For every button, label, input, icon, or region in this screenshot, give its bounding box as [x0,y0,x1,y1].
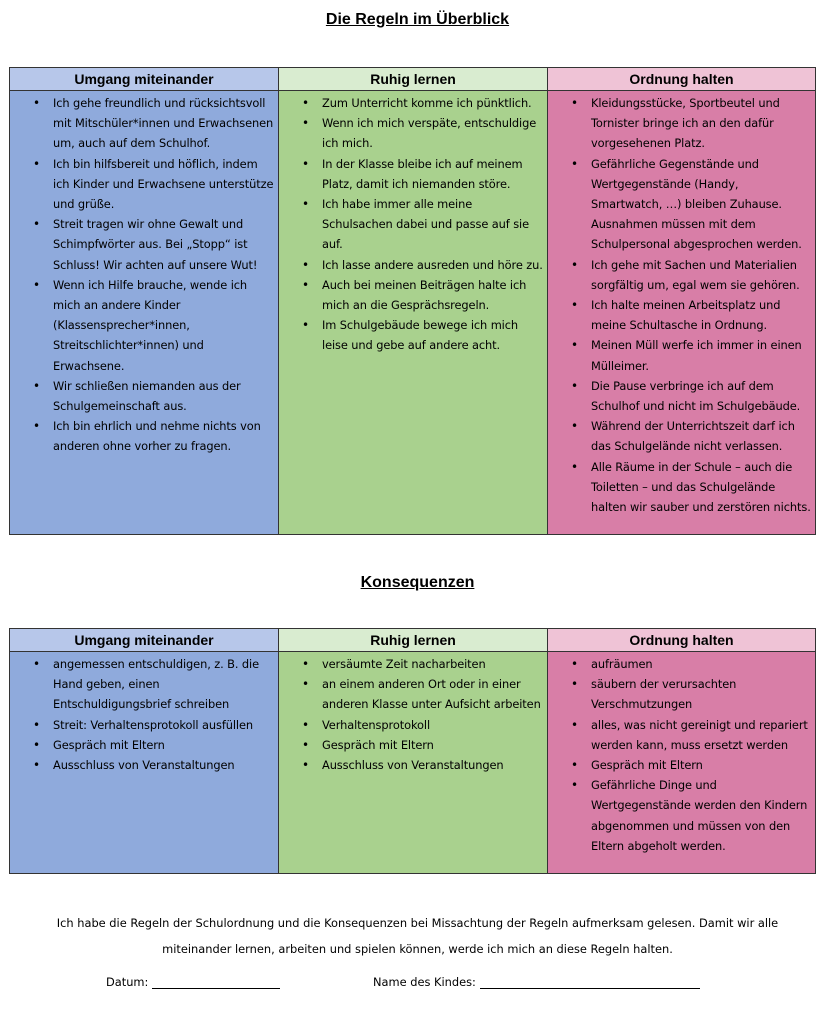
list-item: • an einem anderen Ort oder in einer anderen Klasse unter Aufsicht arbeiten [322,674,543,714]
column-header-umgang: Umgang miteinander [10,629,279,652]
list-item: • versäumte Zeit nacharbeiten [322,654,543,674]
column-header-ordnung: Ordnung halten [548,68,816,91]
child-name-label: Name des Kindes: [373,975,476,989]
consequences-cell-umgang [10,652,279,874]
consequences-cell-ordnung [548,652,816,874]
list-item: • Wenn ich mich verspäte, entschuldige ich mich. [322,113,543,153]
consequence-list [10,654,274,775]
list-item: • Gespräch mit Eltern [53,735,274,755]
list-item: • Alle Räume in der Schule – auch die Toiletten – und das Schulgelände halten wir sauber und zerstören nichts. [591,457,811,518]
list-item: • Gespräch mit Eltern [591,755,811,775]
rule-list [548,93,811,517]
list-item: • Wir schließen niemanden aus der Schulgemeinschaft aus. [53,376,274,416]
list-item: • angemessen entschuldigen, z. B. die Hand geben, einen Entschuldigungsbrief schreiben [53,654,274,715]
list-item: • Ich halte meinen Arbeitsplatz und meine Schultasche in Ordnung. [591,295,811,335]
column-header-umgang: Umgang miteinander [10,68,279,91]
child-name-signature-line[interactable] [480,988,700,989]
date-label: Datum: [106,975,149,989]
list-item: • Zum Unterricht komme ich pünktlich. [322,93,543,113]
list-item: • Ausschluss von Veranstaltungen [53,755,274,775]
date-field[interactable] [106,975,280,989]
table-row [10,652,816,874]
list-item: • Ich gehe mit Sachen und Materialien sorgfältig um, egal wem sie gehören. [591,255,811,295]
date-signature-line[interactable] [152,988,280,989]
list-item: • Wenn ich Hilfe brauche, wende ich mich an andere Kinder (Klassensprecher*innen, Streitschlichter*innen) und Erwachsene. [53,275,274,376]
rules-table [9,67,816,535]
list-item: • Ich lasse andere ausreden und höre zu. [322,255,543,275]
agreement-text-line-2: miteinander lernen, arbeiten und spielen können, werde ich mich an diese Regeln halten. [162,942,673,956]
page-title: Die Regeln im Überblick [325,11,510,28]
agreement-text-line-1: Ich habe die Regeln der Schulordnung und die Konsequenzen bei Missachtung der Regeln aufmerksam gelesen. Damit wir alle [56,916,779,930]
section-title-consequences: Konsequenzen [360,574,475,591]
list-item: • Gespräch mit Eltern [322,735,543,755]
list-item: • Gefährliche Gegenstände und Wertgegenstände (Handy, Smartwatch, …) bleiben Zuhause. Ausnahmen müssen mit dem Schulpersonal abgesprochen werden. [591,154,811,255]
table-row [10,91,816,535]
list-item: • Gefährliche Dinge und Wertgegenstände werden den Kindern abgenommen und müssen von den Eltern abgeholt werden. [591,775,811,856]
column-header-ruhig: Ruhig lernen [279,68,548,91]
child-name-field[interactable] [373,975,700,989]
list-item: • Kleidungsstücke, Sportbeutel und Tornister bringe ich an den dafür vorgesehenen Platz. [591,93,811,154]
consequences-table [9,628,816,874]
rule-list [279,93,543,356]
column-header-ruhig: Ruhig lernen [279,629,548,652]
table-header-row [10,68,816,91]
list-item: • Ich bin hilfsbereit und höflich, indem ich Kinder und Erwachsene unterstütze und grüße. [53,154,274,215]
list-item: • aufräumen [591,654,811,674]
list-item: • Auch bei meinen Beiträgen halte ich mich an die Gesprächsregeln. [322,275,543,315]
consequence-list [279,654,543,775]
consequences-cell-ruhig [279,652,548,874]
table-header-row [10,629,816,652]
rules-cell-umgang [10,91,279,535]
list-item: • Die Pause verbringe ich auf dem Schulhof und nicht im Schulgebäude. [591,376,811,416]
rules-cell-ordnung [548,91,816,535]
list-item: • Ich gehe freundlich und rücksichtsvoll mit Mitschüler*innen und Erwachsenen um, auch auf dem Schulhof. [53,93,274,154]
column-header-ordnung: Ordnung halten [548,629,816,652]
list-item: • Ausschluss von Veranstaltungen [322,755,543,775]
list-item: • Verhaltensprotokoll [322,715,543,735]
rules-cell-ruhig [279,91,548,535]
rule-list [10,93,274,457]
list-item: • Meinen Müll werfe ich immer in einen Mülleimer. [591,335,811,375]
list-item: • Streit: Verhaltensprotokoll ausfüllen [53,715,274,735]
list-item: • säubern der verursachten Verschmutzungen [591,674,811,714]
list-item: • Während der Unterrichtszeit darf ich das Schulgelände nicht verlassen. [591,416,811,456]
consequence-list [548,654,811,856]
list-item: • Im Schulgebäude bewege ich mich leise und gebe auf andere acht. [322,315,543,355]
list-item: • Streit tragen wir ohne Gewalt und Schimpfwörter aus. Bei „Stopp“ ist Schluss! Wir achten auf unsere Wut! [53,214,274,275]
list-item: • Ich bin ehrlich und nehme nichts von anderen ohne vorher zu fragen. [53,416,274,456]
list-item: • alles, was nicht gereinigt und repariert werden kann, muss ersetzt werden [591,715,811,755]
list-item: • In der Klasse bleibe ich auf meinem Platz, damit ich niemanden störe. [322,154,543,194]
list-item: • Ich habe immer alle meine Schulsachen dabei und passe auf sie auf. [322,194,543,255]
